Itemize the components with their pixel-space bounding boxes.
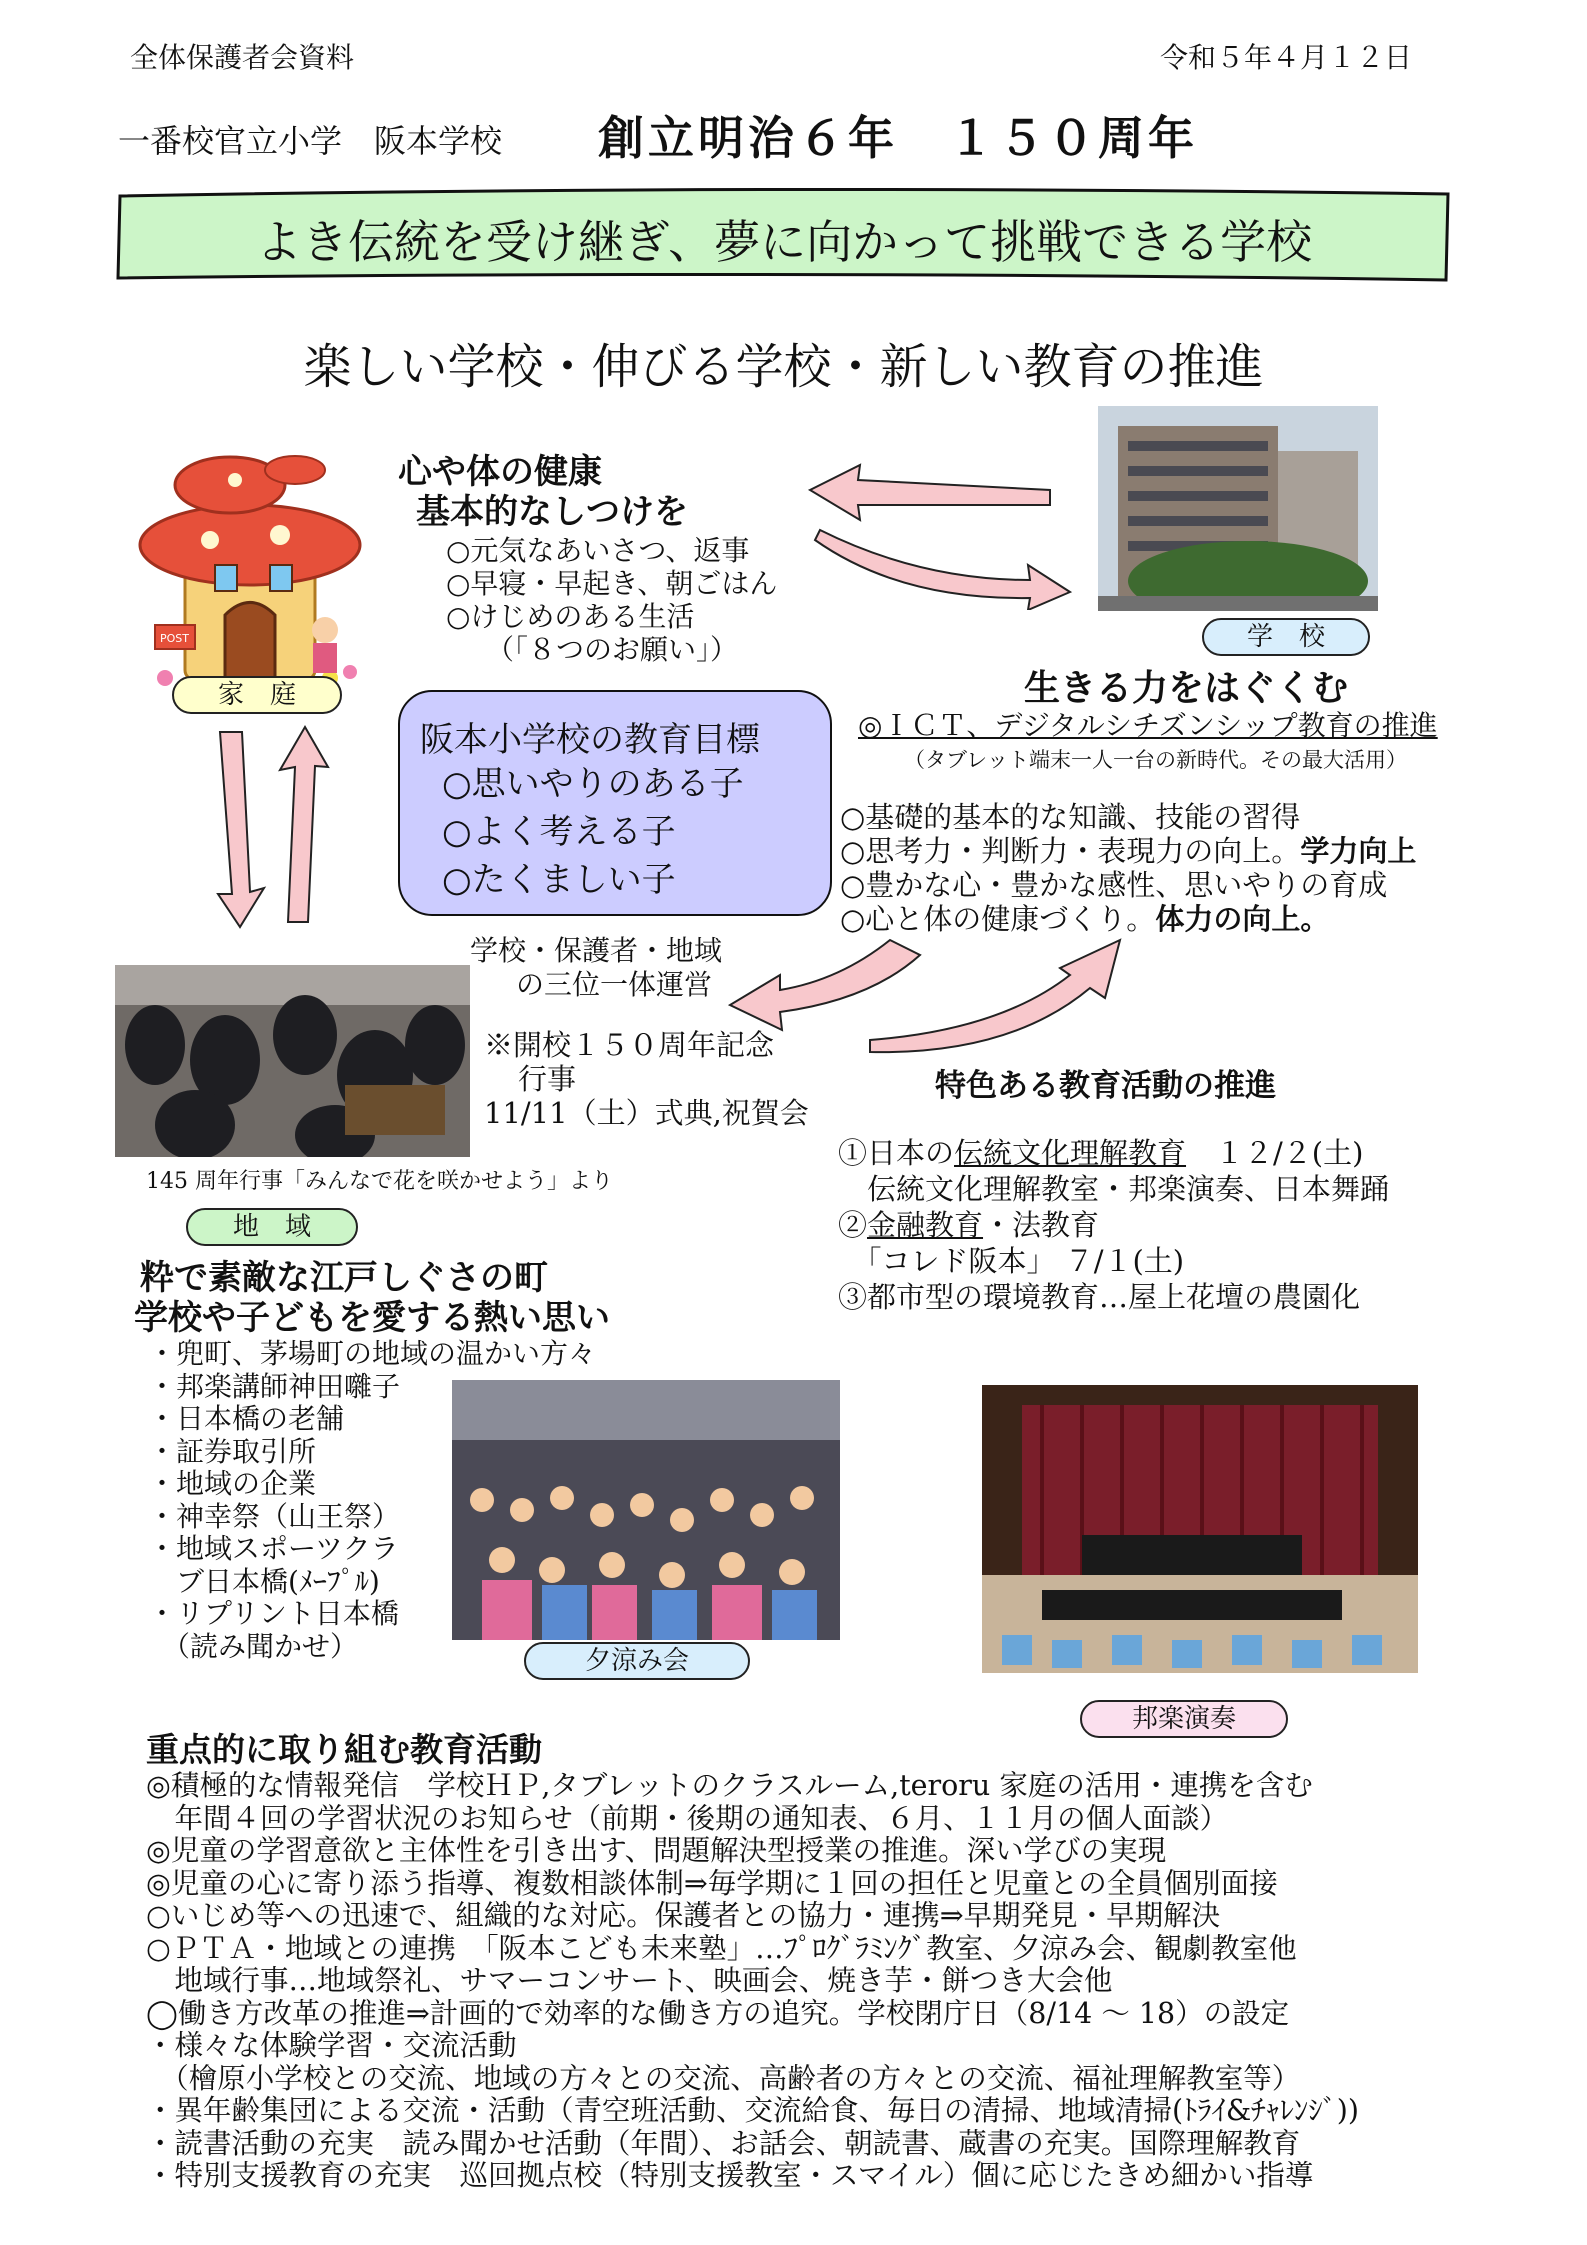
list-item: ・兜町、茅場町の地域の温かい方々 (148, 1337, 597, 1370)
list-item: ◎児童の学習意欲と主体性を引き出す、問題解決型授業の推進。深い学びの実現 (146, 1834, 1167, 1867)
svg-text:POST: POST (160, 632, 189, 645)
list-item: ③都市型の環境教育…屋上花壇の農園化 (838, 1280, 1361, 1314)
yusuzumi-photo (452, 1380, 840, 1640)
list-item: （「８つのお願い」） (486, 633, 739, 666)
list-item: ○基礎的基本的な知識、技能の習得 (840, 800, 1301, 834)
hogaku-label: 邦楽演奏 (1080, 1700, 1288, 1738)
list-item: ○心と体の健康づくり。体力の向上。 (840, 902, 1330, 936)
school-name: 一番校官立小学 阪本学校 (118, 122, 503, 160)
list-item: ○元気なあいさつ、返事 (446, 534, 750, 567)
trinity-text (470, 934, 722, 1002)
doc-date: 令和５年４月１２日 (1160, 41, 1413, 74)
ict-note: （タブレット端末一人一台の新時代。その最大活用） (904, 748, 1407, 772)
goal-item: ○よく考える子 (442, 812, 676, 852)
list-item: ・神幸祭（山王祭） (148, 1499, 401, 1533)
ikiru-heading: 生きる力をはぐくむ (1024, 668, 1349, 709)
yusuzumi-label: 夕涼み会 (524, 1642, 750, 1680)
list-item: ○いじめ等への迅速で、組織的な対応。保護者との協力・連携⇒早期発見・早期解決 (146, 1899, 1221, 1932)
tokushoku-list (838, 1135, 1389, 1315)
community-label: 地 域 (186, 1208, 358, 1246)
anniversary-event (484, 1028, 809, 1130)
list-item: ◯働き方改革の推進⇒計画的で効率的な働き方の追究。学校閉庁日（8/14 ～ 18）の設定 (146, 1996, 1290, 2030)
list-item: （読み聞かせ） (148, 1629, 359, 1663)
goal-item: ○たくましい子 (442, 860, 676, 900)
list-item: ○早寝・早起き、朝ごはん (446, 567, 778, 600)
goals-title: 阪本小学校の教育目標 (420, 720, 760, 760)
list-item: 「コレド阪本」 ７/１(土) (838, 1244, 1185, 1278)
arrows-home-school (800, 460, 1080, 610)
list-item: ◎児童の心に寄り添う指導、複数相談体制⇒毎学期に１回の担任と児童との全員個別面接 (146, 1866, 1278, 1900)
school-label: 学 校 (1202, 618, 1370, 656)
trinity-line2: の三位一体運営 (516, 968, 713, 1001)
arrows-home-community (200, 722, 350, 932)
list-item: ブ日本橋(ﾒｰﾌﾟﾙ) (148, 1564, 380, 1598)
event-line: 11/11（土）式典,祝賀会 (484, 1096, 809, 1130)
anniversary-title: 創立明治６年 １５０周年 (598, 111, 1198, 165)
list-item: 年間４回の学習状況のお知らせ（前期・後期の通知表、６月、１１月の個人面談） (146, 1801, 1229, 1835)
list-item: ○けじめのある生活 (446, 600, 695, 633)
list-item: ①日本の伝統文化理解教育 １２/２(土) (838, 1136, 1364, 1170)
photo-caption: 145 周年行事「みんなで花を咲かせよう」より (146, 1169, 613, 1194)
subtitle: 楽しい学校・伸びる学校・新しい教育の推進 (303, 339, 1264, 395)
motto-text: よき伝統を受け継ぎ、夢に向かって挑戦できる学校 (255, 215, 1313, 269)
event-line: 行事 (518, 1062, 577, 1096)
list-item: ・邦楽講師神田囃子 (148, 1369, 401, 1403)
community-heading (134, 1258, 610, 1338)
list-item: （檜原小学校との交流、地域の方々との交流、高齢者の方々との交流、福祉理解教室等） (146, 2061, 1301, 2095)
school-building-photo (1098, 406, 1378, 611)
juten-heading: 重点的に取り組む教育活動 (146, 1730, 542, 1769)
motto-banner (116, 186, 1452, 286)
list-item: ・日本橋の老舗 (148, 1402, 345, 1435)
goal-item: ○思いやりのある子 (442, 764, 744, 804)
goals-list (442, 760, 744, 904)
list-item: ・リプリント日本橋 (148, 1597, 399, 1630)
doc-label: 全体保護者会資料 (130, 41, 355, 74)
list-item: ○豊かな心・豊かな感性、思いやりの育成 (840, 868, 1388, 902)
trinity-line1: 学校・保護者・地域 (470, 934, 723, 967)
home-heading-line1: 心や体の健康 (398, 452, 602, 492)
community-heading-line1: 粋で素敵な江戸しぐさの町 (140, 1258, 548, 1298)
list-item: ◎積極的な情報発信 学校ＨＰ,タブレットのクラスルーム,teroru 家庭の活用・連携を含む (146, 1769, 1313, 1802)
list-item: ・地域の企業 (148, 1467, 317, 1500)
mushroom-house-illustration (130, 440, 380, 690)
event-line: ※開校１５０周年記念 (484, 1028, 775, 1062)
list-item: ・様々な体験学習・交流活動 (146, 2029, 517, 2062)
community-planting-photo (115, 965, 470, 1157)
list-item: 伝統文化理解教室・邦楽演奏、日本舞踊 (838, 1172, 1390, 1206)
education-goals-box (398, 690, 832, 916)
list-item: ○ＰＴＡ・地域との連携 「阪本こども未来塾」…ﾌﾟﾛｸﾞﾗﾐﾝｸﾞ教室、夕涼み会、観劇教室他 (146, 1931, 1297, 1965)
list-item: ○思考力・判断力・表現力の向上。学力向上 (840, 834, 1417, 868)
list-item: ・異年齢集団による交流・活動（青空班活動、交流給食、毎日の清掃、地域清掃(ﾄﾗｲ&ﾁｬﾚﾝｼﾞ)) (146, 2094, 1359, 2127)
home-label: 家 庭 (172, 676, 342, 714)
list-item: ・証券取引所 (148, 1434, 317, 1468)
home-list (446, 534, 777, 666)
hogaku-concert-photo (982, 1385, 1418, 1673)
juten-list (146, 1770, 1359, 2193)
list-item: 地域行事…地域祭礼、サマーコンサート、映画会、焼き芋・餅つき大会他 (146, 1964, 1113, 1997)
ict-heading: ◎ＩＣＴ、デジタルシチズンシップ教育の推進 (858, 709, 1438, 742)
home-heading (398, 452, 688, 532)
tokushoku-heading: 特色ある教育活動の推進 (935, 1068, 1276, 1104)
ikiru-list (840, 800, 1416, 936)
community-heading-line2: 学校や子どもを愛する熱い思い (134, 1298, 610, 1338)
list-item: ・特別支援教育の充実 巡回拠点校（特別支援教室・スマイル）個に応じたきめ細かい指導 (146, 2159, 1314, 2192)
home-heading-line2: 基本的なしつけを (416, 492, 688, 532)
list-item: ②金融教育・法教育 (838, 1208, 1100, 1242)
list-item: ・地域スポーツクラ (148, 1532, 399, 1565)
list-item: ・読書活動の充実 読み聞かせ活動（年間）、お話会、朝読書、蔵書の充実。国際理解教育 (146, 2126, 1301, 2160)
